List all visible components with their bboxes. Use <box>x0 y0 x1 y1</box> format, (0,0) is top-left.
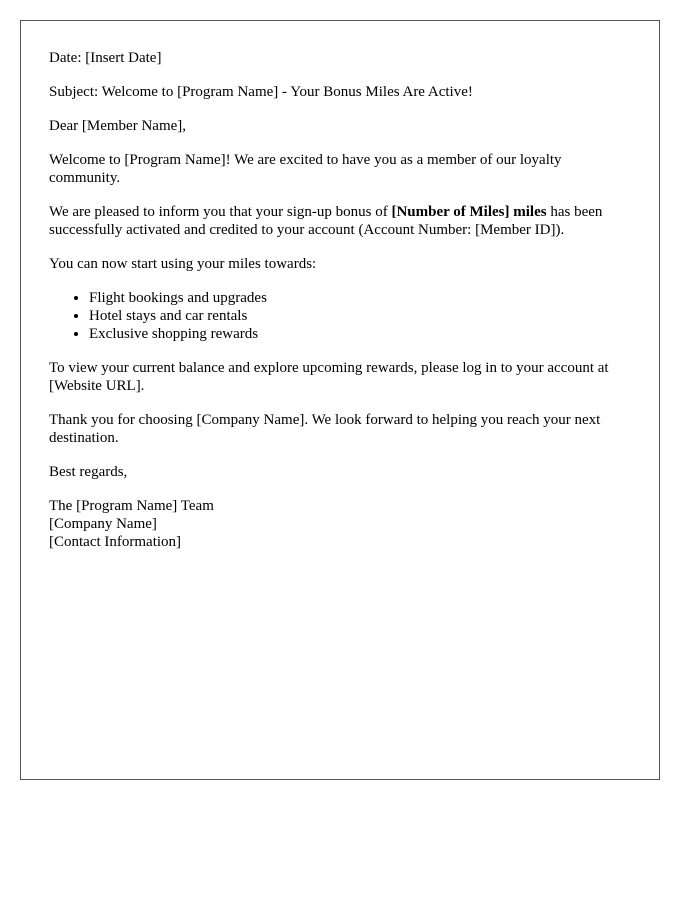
signature-team: The [Program Name] Team <box>49 498 214 514</box>
balance-paragraph: To view your current balance and explore upcoming rewards, please log in to your account at [Website URL]. <box>49 360 609 394</box>
letter-subject: Subject: Welcome to [Program Name] - Your Bonus Miles Are Active! <box>49 84 473 100</box>
signature-company: [Company Name] <box>49 516 157 532</box>
uses-intro: You can now start using your miles towards: <box>49 256 317 272</box>
signature-block <box>49 497 631 551</box>
welcome-paragraph: Welcome to [Program Name]! We are excited to have you as a member of our loyalty community. <box>49 152 562 186</box>
list-item: • Exclusive shopping rewards <box>89 325 631 343</box>
thanks-paragraph: Thank you for choosing [Company Name]. We look forward to helping you reach your next destination. <box>49 412 601 446</box>
bonus-text-before: We are pleased to inform you that your sign-up bonus of <box>49 204 392 220</box>
list-item: • Hotel stays and car rentals <box>89 307 631 325</box>
letter-page <box>20 20 660 780</box>
list-item: • Flight bookings and upgrades <box>89 289 631 307</box>
bonus-paragraph <box>49 203 631 239</box>
letter-greeting: Dear [Member Name], <box>49 118 187 134</box>
bonus-miles-amount: [Number of Miles] miles <box>391 204 547 220</box>
signature-contact: [Contact Information] <box>49 534 182 550</box>
uses-list <box>49 289 631 343</box>
closing: Best regards, <box>49 464 128 480</box>
bonus-text-after: has been successfully activated and credited to your account (Account Number: [Member ID]). <box>49 204 603 238</box>
letter-date: Date: [Insert Date] <box>49 50 162 66</box>
